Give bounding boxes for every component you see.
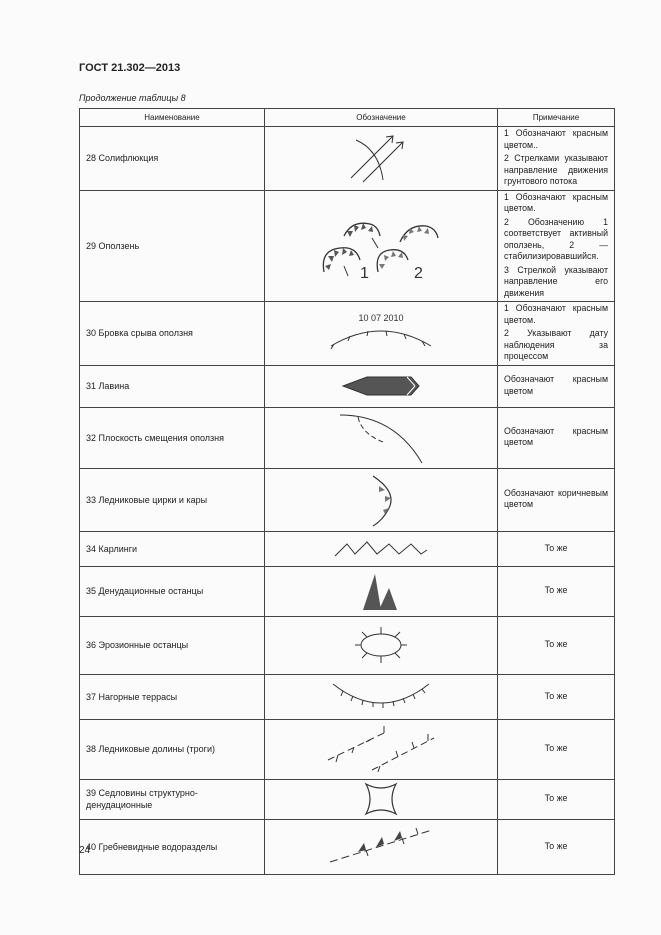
row-name: 29 Оползень [80,190,265,302]
row-name: 28 Солифлюкция [80,127,265,191]
table-row [80,190,615,302]
solifluction-symbol [265,127,498,191]
table-row [80,531,615,566]
table-row [80,566,615,616]
row-name: 32 Плоскость смещения оползня [80,407,265,468]
row-note: Обозначают красным цветом [498,407,615,468]
upland-terrace-symbol [265,674,498,719]
table-row [80,365,615,407]
row-note: То же [498,674,615,719]
row-note: Обозначают коричневым цветом [498,468,615,531]
row-note: То же [498,616,615,674]
landslide-symbol [265,190,498,302]
row-note: 1 Обозначают красным цветом. 2 Указывают дату наблюдения за процессом [498,302,615,366]
column-header-name: Наименование [80,109,265,127]
avalanche-symbol [265,365,498,407]
row-note: То же [498,566,615,616]
table-row [80,779,615,819]
symbols-table [79,108,615,875]
document-code: ГОСТ 21.302—2013 [79,62,181,74]
row-note: То же [498,719,615,779]
column-header-symbol: Обозначение [265,109,498,127]
table-row [80,468,615,531]
landslide-edge-symbol [265,302,498,366]
row-note: То же [498,531,615,566]
row-name: 33 Ледниковые цирки и кары [80,468,265,531]
column-header-note: Примечание [498,109,615,127]
trough-symbol [265,719,498,779]
erosion-remnant-symbol [265,616,498,674]
table-row [80,127,615,191]
table-row [80,674,615,719]
row-name: 35 Денудационные останцы [80,566,265,616]
row-note: Обозначают красным цветом [498,365,615,407]
row-note: 1 Обозначают красным цветом. 2 Обозначению 1 соответствует активный оползень, 2 — стабилизировавшийся. 3 Стрелкой указывают направление его движения [498,190,615,302]
table-row [80,616,615,674]
saddle-symbol [265,779,498,819]
page-number: 24 [79,845,91,856]
denudation-remnant-symbol [265,566,498,616]
row-name: 39 Седловины структурно-денудационные [80,779,265,819]
table-row [80,407,615,468]
svg-text:1: 1 [360,264,369,282]
ridge-divide-symbol [265,819,498,874]
table-row [80,302,615,366]
row-note: То же [498,819,615,874]
karling-symbol [265,531,498,566]
table-row [80,719,615,779]
cirque-symbol [265,468,498,531]
table-continuation-caption: Продолжение таблицы 8 [79,93,186,103]
row-name: 37 Нагорные террасы [80,674,265,719]
row-name: 40 Гребневидные водоразделы [80,819,265,874]
row-name: 31 Лавина [80,365,265,407]
row-name: 38 Ледниковые долины (троги) [80,719,265,779]
svg-text:10 07 2010: 10 07 2010 [358,313,404,324]
row-name: 30 Бровка срыва оползня [80,302,265,366]
slip-plane-symbol [265,407,498,468]
table-header-row [80,109,615,127]
table-row [80,819,615,874]
row-name: 36 Эрозионные останцы [80,616,265,674]
row-name: 34 Карлинги [80,531,265,566]
svg-text:2: 2 [414,264,423,282]
row-note: 1 Обозначают красным цветом.. 2 Стрелками указывают направление движения грунтового потока [498,127,615,191]
row-note: То же [498,779,615,819]
